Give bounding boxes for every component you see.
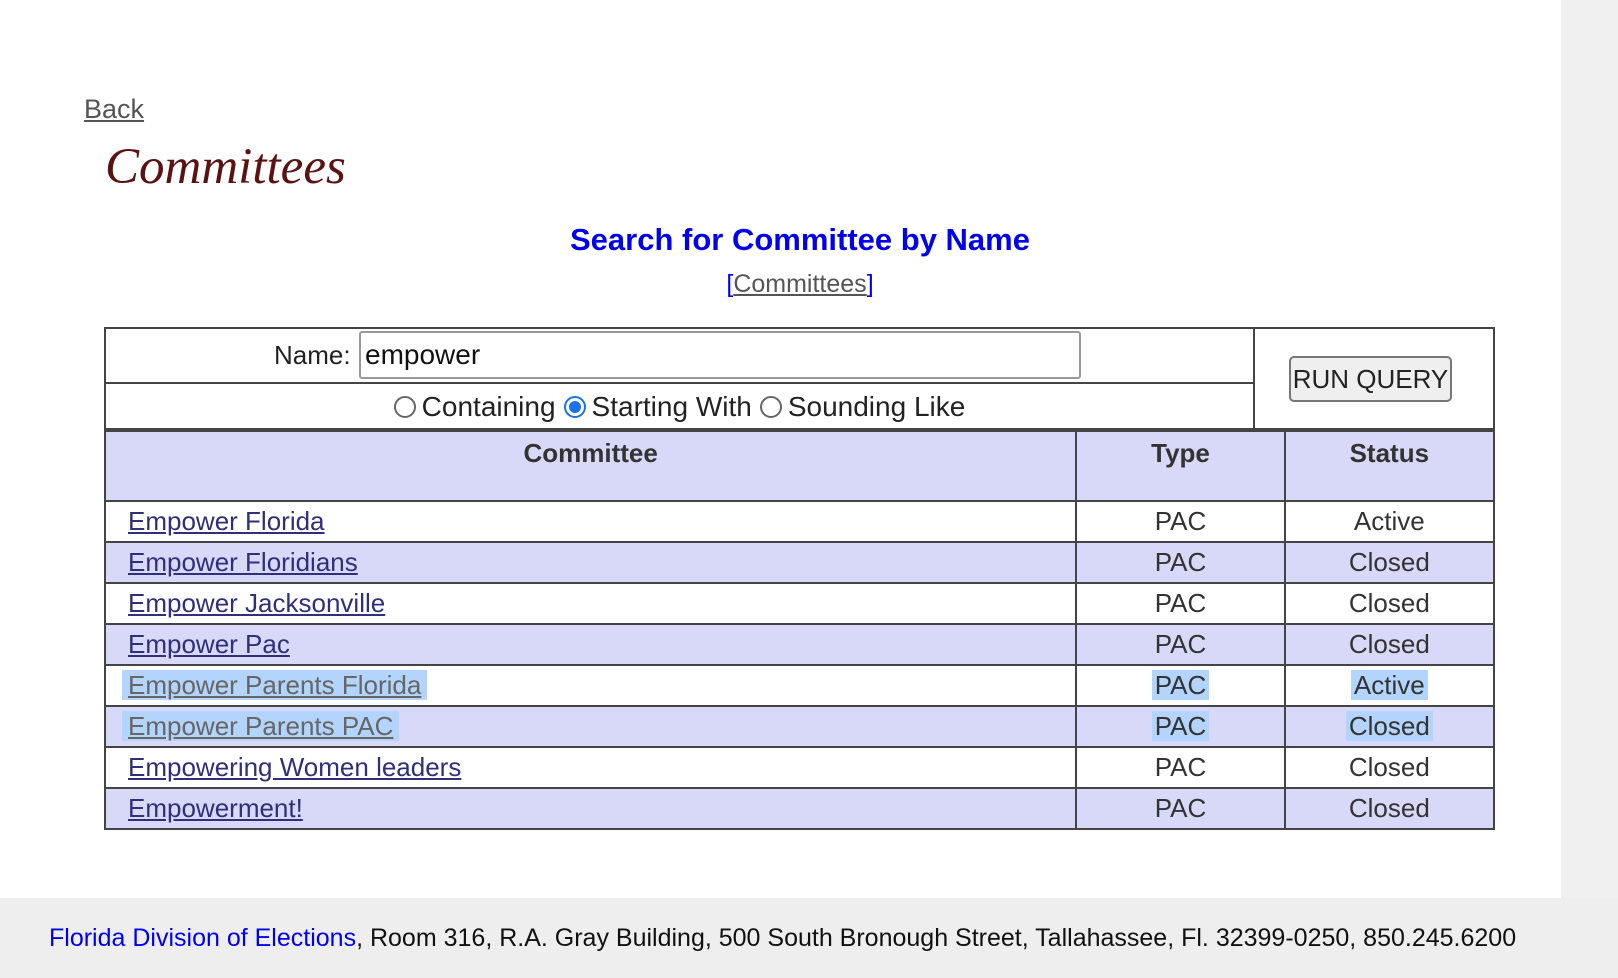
table-row xyxy=(105,788,1494,829)
search-heading: Search for Committee by Name xyxy=(570,222,1030,257)
committee-link[interactable]: Empowerment! xyxy=(128,793,303,823)
division-of-elections-link[interactable]: Florida Division of Elections xyxy=(49,924,357,952)
name-label: Name: xyxy=(274,340,351,370)
table-row xyxy=(105,542,1494,583)
table-row xyxy=(105,665,1494,706)
footer xyxy=(0,898,1618,978)
committee-cell xyxy=(105,583,1076,624)
committee-link[interactable]: Empower Parents Florida xyxy=(128,670,422,700)
type-cell: PAC xyxy=(1076,788,1284,829)
committee-link[interactable]: Empowering Women leaders xyxy=(128,752,462,782)
table-row xyxy=(105,501,1494,542)
table-row xyxy=(105,624,1494,665)
status-value: Active xyxy=(1351,670,1428,700)
type-cell xyxy=(1076,706,1284,747)
option-starting-with[interactable] xyxy=(564,391,752,423)
type-cell: PAC xyxy=(1076,542,1284,583)
status-cell xyxy=(1285,706,1494,747)
name-input[interactable] xyxy=(359,331,1081,379)
search-form xyxy=(104,327,1495,430)
type-cell: PAC xyxy=(1076,747,1284,788)
bracket-open: [ xyxy=(726,270,734,298)
committee-link[interactable]: Empower Pac xyxy=(128,629,290,659)
type-value: PAC xyxy=(1152,711,1210,741)
option-sounding-like[interactable] xyxy=(760,391,965,423)
committee-cell xyxy=(105,747,1076,788)
committee-cell xyxy=(105,542,1076,583)
table-row xyxy=(105,747,1494,788)
type-value: PAC xyxy=(1152,670,1210,700)
option-starting-with-label: Starting With xyxy=(591,391,752,422)
option-containing[interactable] xyxy=(394,391,556,423)
search-fields xyxy=(106,329,1255,428)
results-table xyxy=(104,430,1495,830)
type-cell: PAC xyxy=(1076,583,1284,624)
page-title: Committees xyxy=(105,139,346,195)
type-cell: PAC xyxy=(1076,624,1284,665)
radio-sounding-like[interactable] xyxy=(760,396,782,418)
footer-address: , Room 316, R.A. Gray Building, 500 South Bronough Street, Tallahassee, Fl. 32399-0250, 850.245.6200 xyxy=(356,924,1517,952)
committees-link[interactable]: Committees xyxy=(733,270,867,298)
name-row xyxy=(106,329,1253,384)
committees-link-wrapper xyxy=(0,270,1600,299)
status-cell: Closed xyxy=(1285,788,1494,829)
back-link[interactable]: Back xyxy=(84,94,145,124)
bracket-close: ] xyxy=(866,270,874,298)
committee-link[interactable]: Empower Jacksonville xyxy=(128,588,386,618)
status-cell: Closed xyxy=(1285,542,1494,583)
footer-text xyxy=(49,924,1516,953)
type-cell xyxy=(1076,665,1284,706)
match-options xyxy=(106,384,1253,430)
option-containing-label: Containing xyxy=(421,391,556,422)
table-row xyxy=(105,583,1494,624)
text-selection xyxy=(122,670,427,700)
committee-link[interactable]: Empower Florida xyxy=(128,506,325,536)
radio-starting-with[interactable] xyxy=(564,396,586,418)
committee-cell xyxy=(105,624,1076,665)
status-cell: Closed xyxy=(1285,583,1494,624)
results-header-row xyxy=(105,431,1494,501)
option-sounding-like-label: Sounding Like xyxy=(787,391,966,422)
column-header-type: Type xyxy=(1076,431,1284,501)
committee-cell xyxy=(105,706,1076,747)
committee-cell xyxy=(105,788,1076,829)
committee-link[interactable]: Empower Floridians xyxy=(128,547,358,577)
status-cell: Active xyxy=(1285,501,1494,542)
committee-cell xyxy=(105,501,1076,542)
column-header-status: Status xyxy=(1285,431,1494,501)
run-query-button[interactable]: RUN QUERY xyxy=(1289,356,1452,402)
text-selection xyxy=(122,711,399,741)
table-row xyxy=(105,706,1494,747)
status-cell: Closed xyxy=(1285,624,1494,665)
type-cell: PAC xyxy=(1076,501,1284,542)
committee-cell xyxy=(105,665,1076,706)
status-value: Closed xyxy=(1346,711,1433,741)
column-header-committee: Committee xyxy=(105,431,1076,501)
status-cell: Closed xyxy=(1285,747,1494,788)
radio-containing[interactable] xyxy=(394,396,416,418)
window-scroll-gutter xyxy=(1561,0,1618,978)
status-cell xyxy=(1285,665,1494,706)
committee-link[interactable]: Empower Parents PAC xyxy=(128,711,394,741)
